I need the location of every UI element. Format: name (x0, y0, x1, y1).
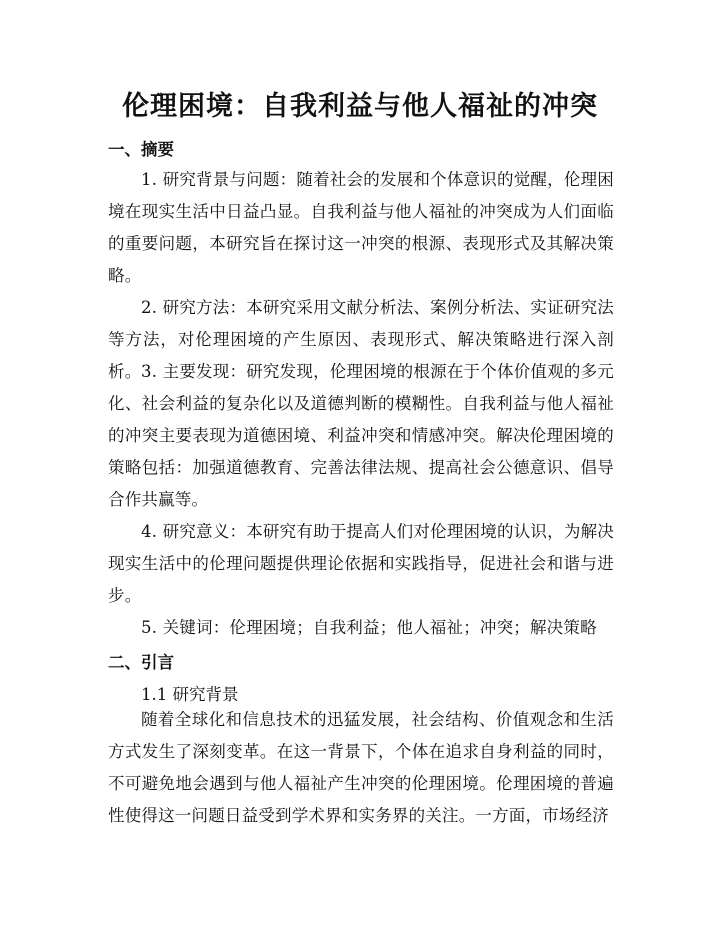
document-title: 伦理困境：自我利益与他人福祉的冲突 (122, 91, 598, 122)
abstract-item-4: 4. 研究意义：本研究有助于提高人们对伦理困境的认识，为解决现实生活中的伦理问题提供理论依据和实践指导，促进社会和谐与进步。 (108, 522, 614, 605)
section-heading-introduction: 二、引言 (108, 653, 174, 672)
subsection-heading-background: 1.1 研究背景 (141, 685, 239, 704)
abstract-item-2: 2. 研究方法：本研究采用文献分析法、案例分析法、实证研究法等方法，对伦理困境的产生原因、表现形式、解决策略进行深入剖析。 (108, 298, 614, 381)
abstract-item-5: 5. 关键词：伦理困境；自我利益；他人福祉；冲突；解决策略 (141, 618, 597, 637)
abstract-item-3: 3. 主要发现：研究发现，伦理困境的根源在于个体价值观的多元化、社会利益的复杂化以及道德判断的模糊性。自我利益与他人福祉的冲突主要表现为道德困境、利益冲突和情感冲突。解决伦理困境的策略包括：加强道德教育、完善法律法规、提高社会公德意识、倡导合作共赢等。 (108, 362, 614, 509)
introduction-paragraph: 随着全球化和信息技术的迅猛发展，社会结构、价值观念和生活方式发生了深刻变革。在这一背景下，个体在追求自身利益的同时，不可避免地会遇到与他人福祉产生冲突的伦理困境。伦理困境的普遍性使得这一问题日益受到学术界和实务界的关注。一方面，市场经济 (108, 710, 614, 825)
abstract-item-1: 1. 研究背景与问题：随着社会的发展和个体意识的觉醒，伦理困境在现实生活中日益凸显。自我利益与他人福祉的冲突成为人们面临的重要问题，本研究旨在探讨这一冲突的根源、表现形式及其解决策略。 (108, 170, 614, 285)
section-heading-abstract: 一、摘要 (108, 140, 174, 159)
